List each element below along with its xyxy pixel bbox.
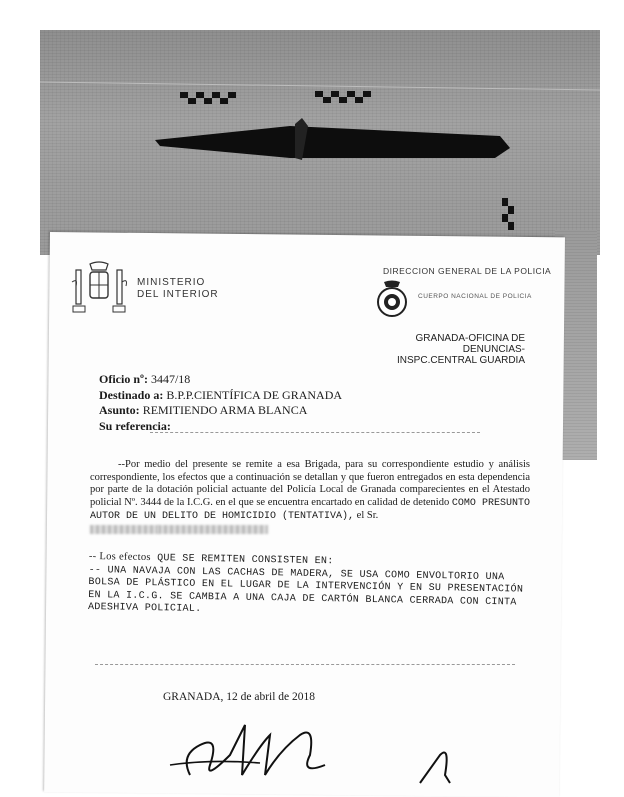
ministry-line-2: DEL INTERIOR: [137, 289, 219, 300]
efectos-item: -- UNA NAVAJA CON LAS CACHAS DE MADERA, SE USA COMO ENVOLTORIO UNA BOLSA DE PLÁSTICO EN EL LUGAR DE LA INTERVENCIÓN Y EN SU PRESENTACIÓN EN LA I.C.G. SE CAMBIA A UNA CAJA DE CARTÓN BLANCA CERRADA CON CINTA ADESHIVA POLICIAL.: [87, 564, 524, 615]
asunto-label: Asunto:: [99, 403, 140, 417]
evidence-photo: [40, 30, 600, 255]
referencia-label: Su referencia:: [99, 418, 171, 433]
directorate-name: DIRECCION GENERAL DE LA POLICIA: [383, 266, 552, 276]
paragraph-1-text: --Por medio del presente se remite a esa Brigada, para su correspondiente estudio y análisis correspondiente, los efectos que a continuación se detallan y que fueron entregados en esta dependencia por parte de la dotación policial actuante del Policía Local de Granada comparecientes en el Atestado policial Nº. 3444 de la I.C.G. en el que se encuentra encartado en calidad de detenido: [90, 459, 530, 508]
police-badge-icon: [374, 280, 410, 320]
redacted-name-2: [158, 525, 268, 534]
place-date: GRANADA, 12 de abril de 2018: [163, 691, 316, 703]
efectos-caps: QUE SE REMITEN CONSISTEN EN:: [157, 553, 334, 568]
separator-line: [150, 432, 480, 433]
office-line-1: GRANADA-OFICINA DE: [415, 333, 525, 344]
asunto-value: REMITIENDO ARMA BLANCA: [142, 403, 308, 417]
police-corps-name: CUERPO NACIONAL DE POLICIA: [418, 293, 532, 300]
coat-of-arms-icon: [68, 260, 130, 318]
office-line-3: INSPC.CENTRAL GUARDIA: [397, 355, 525, 366]
destinado-label: Destinado a:: [99, 387, 164, 402]
knife-evidence-image: [40, 30, 600, 255]
paragraph-1-caps: COMO PRESUNTO AUTOR DE UN DELITO DE HOMICIDIO (TENTATIVA),: [90, 497, 530, 522]
efectos-intro: -- Los efectos: [88, 551, 151, 564]
ministry-line-1: MINISTERIO: [137, 277, 206, 288]
office-line-2: DENUNCIAS-: [462, 344, 525, 355]
ministry-name: [137, 277, 219, 301]
office-address: [360, 333, 525, 366]
paragraph-1-end: el Sr.: [356, 510, 379, 521]
handwritten-signature: [150, 715, 590, 785]
separator-line-2: [95, 664, 515, 665]
oficio-value: 3447/18: [150, 372, 191, 386]
efectos-section: [88, 551, 539, 622]
redacted-name: [90, 525, 158, 534]
destinado-value: B.P.P.CIENTÍFICA DE GRANADA: [166, 387, 343, 402]
oficio-label: Oficio nº:: [99, 372, 148, 386]
reference-block: [99, 372, 342, 434]
body-paragraph: [90, 459, 530, 536]
